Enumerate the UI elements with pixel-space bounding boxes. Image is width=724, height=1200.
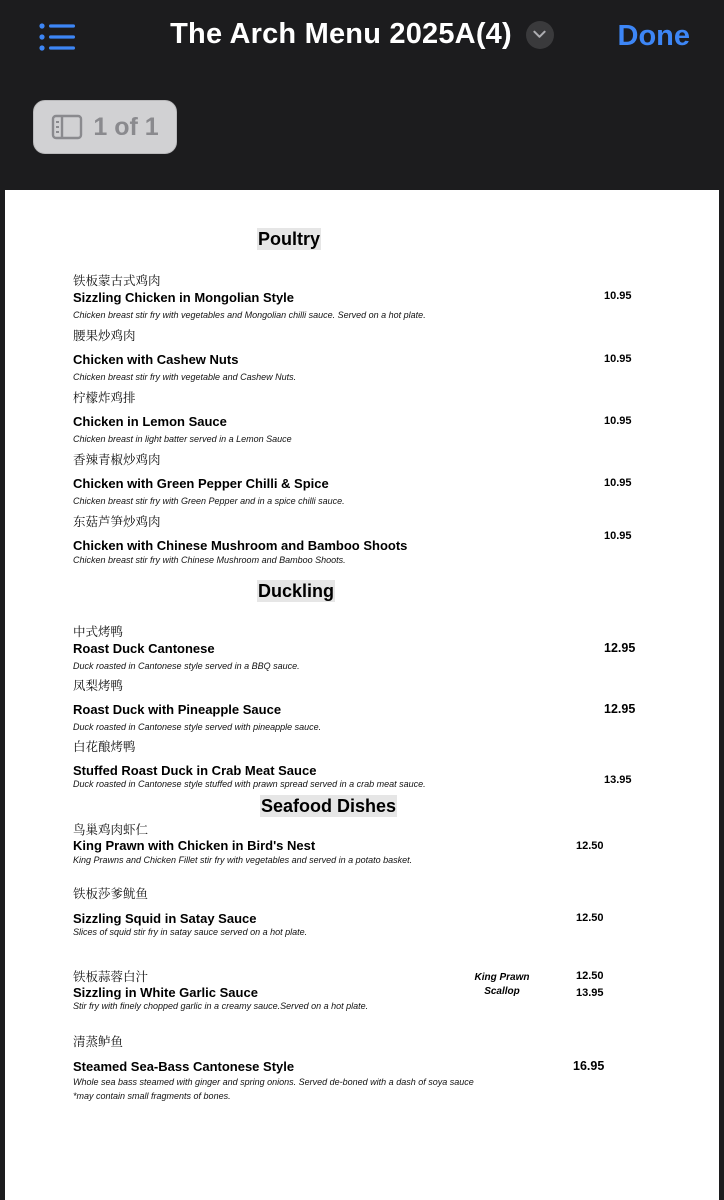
dish-name: Roast Duck Cantonese: [73, 641, 215, 656]
sidebar-icon: [51, 113, 83, 141]
dish-description: Duck roasted in Cantonese style stuffed with prawn spread served in a crab meat sauce.: [73, 779, 426, 789]
dish-name: Chicken with Chinese Mushroom and Bamboo Shoots: [73, 538, 408, 553]
dish-note: *may contain small fragments of bones.: [73, 1091, 231, 1101]
dish-price: 12.50: [576, 970, 604, 982]
dish-description: Duck roasted in Cantonese style served with pineapple sauce.: [73, 722, 322, 732]
dish-description: Stir fry with finely chopped garlic in a creamy sauce.Served on a hot plate.: [73, 1001, 369, 1011]
dish-price: 12.95: [604, 641, 636, 655]
dish-chinese-name: 白花酿烤鸭: [73, 739, 136, 754]
dish-chinese-name: 清蒸鲈鱼: [73, 1034, 124, 1049]
document-title[interactable]: The Arch Menu 2025A(4): [170, 18, 512, 50]
dish-name: Chicken with Green Pepper Chilli & Spice: [73, 476, 329, 491]
done-button[interactable]: Done: [617, 20, 690, 52]
dish-description: Chicken breast stir fry with Green Pepper and in a spice chilli sauce.: [73, 496, 345, 506]
dish-price: 10.95: [604, 530, 632, 542]
dish-name: Chicken with Cashew Nuts: [73, 352, 239, 367]
dish-description: Slices of squid stir fry in satay sauce served on a hot plate.: [73, 927, 308, 937]
dish-price: 12.50: [576, 912, 604, 924]
dish-name: Chicken in Lemon Sauce: [73, 414, 227, 429]
top-toolbar: [0, 0, 724, 190]
dish-chinese-name: 腰果炒鸡肉: [73, 328, 136, 343]
dish-chinese-name: 鸟巢鸡肉虾仁: [73, 822, 149, 837]
dish-chinese-name: 铁板莎爹鱿鱼: [73, 886, 149, 901]
dish-chinese-name: 东菇芦笋炒鸡肉: [73, 514, 161, 529]
dish-name: King Prawn with Chicken in Bird's Nest: [73, 838, 316, 853]
dish-chinese-name: 柠檬炸鸡排: [73, 390, 136, 405]
dish-chinese-name: 铁板蒜蓉白汁: [73, 969, 149, 984]
document-page: [5, 190, 719, 1200]
chevron-down-icon[interactable]: [526, 21, 554, 49]
dish-chinese-name: 香辣青椒炒鸡肉: [73, 452, 161, 467]
dish-chinese-name: 凤梨烤鸭: [73, 678, 124, 693]
dish-description: Whole sea bass steamed with ginger and spring onions. Served de-boned with a dash of soya sauce: [73, 1077, 474, 1087]
dish-name: Sizzling in White Garlic Sauce: [73, 985, 258, 1000]
dish-price: 10.95: [604, 477, 632, 489]
dish-description: Duck roasted in Cantonese style served in a BBQ sauce.: [73, 661, 300, 671]
page-indicator-button[interactable]: [33, 100, 177, 154]
dish-price: 13.95: [576, 987, 604, 999]
dish-chinese-name: 铁板蒙古式鸡肉: [73, 273, 161, 288]
dish-name: Sizzling Chicken in Mongolian Style: [73, 290, 295, 305]
dish-chinese-name: 中式烤鸭: [73, 624, 124, 639]
dish-name: Steamed Sea-Bass Cantonese Style: [73, 1059, 295, 1074]
dish-price: 13.95: [604, 774, 632, 786]
option-label: King Prawn: [474, 972, 530, 983]
dish-price: 10.95: [604, 415, 632, 427]
dish-price: 12.50: [576, 840, 604, 852]
dish-price: 12.95: [604, 702, 636, 716]
section-title-duckling: Duckling: [258, 581, 335, 601]
section-title-poultry: Poultry: [258, 229, 321, 249]
section-title-seafood: Seafood Dishes: [261, 796, 397, 816]
dish-name: Stuffed Roast Duck in Crab Meat Sauce: [73, 763, 317, 778]
dish-description: King Prawns and Chicken Fillet stir fry with vegetables and served in a potato basket.: [73, 855, 413, 865]
dish-description: Chicken breast stir fry with vegetable and Cashew Nuts.: [73, 372, 297, 382]
dish-name: Roast Duck with Pineapple Sauce: [73, 702, 282, 717]
page-indicator-label: 1 of 1: [93, 112, 159, 141]
dish-price: 10.95: [604, 353, 632, 365]
document-title-bar: [0, 18, 724, 51]
dish-description: Chicken breast in light batter served in a Lemon Sauce: [73, 434, 292, 444]
dish-description: Chicken breast stir fry with Chinese Mushroom and Bamboo Shoots.: [73, 555, 346, 565]
dish-price: 10.95: [604, 290, 632, 302]
dish-name: Sizzling Squid in Satay Sauce: [73, 911, 257, 926]
option-label: Scallop: [484, 986, 520, 997]
dish-description: Chicken breast stir fry with vegetables and Mongolian chilli sauce. Served on a hot plate.: [73, 310, 426, 320]
dish-price: 16.95: [573, 1059, 605, 1073]
